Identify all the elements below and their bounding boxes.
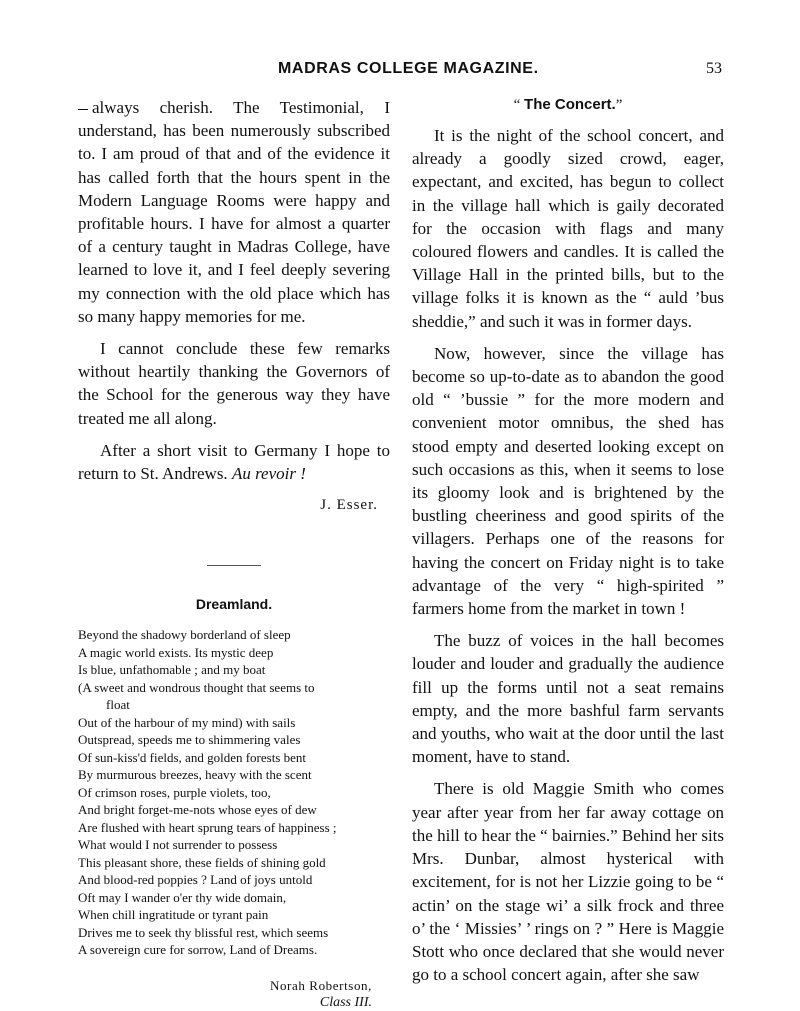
poem-line: By murmurous breezes, heavy with the scent [78,767,312,783]
poem-line: Outspread, speeds me to shimmering vales [78,732,301,748]
article-paragraph: The buzz of voices in the hall becomes louder and louder and gradually the audience fill up the forms until not a seat remains empty, and the more bashful farm servants and youths, who wait at the door until the last moment, have to stand. [412,631,724,767]
continuation-dash [78,109,88,110]
poem-line: Of sun-kiss'd fields, and golden forests bent [78,749,307,765]
running-header [0,60,800,84]
poem-line: And bright forget-me-nots whose eyes of dew [78,802,317,818]
article-paragraph: There is old Maggie Smith who comes year after year from her far away cottage on the hill to hear the “ bairnies.” Behind her sits Mrs. Dunbar, almost hysterical with excitement, for is not her Lizzie going to be “ actin’ on the stage wi’ a silk frock and three o’ the ‘ Missies’ ’ rings on ? ” Here is Maggie Stott who once declared that she would never go to a school concert again, after she saw [412,779,724,985]
poem-line: float [106,697,130,713]
letter-continuation [78,96,390,514]
poem-title: Dreamland. [195,596,273,613]
poem-line: Oft may I wander o'er thy wide domain, [78,889,287,905]
poem-author-class: Class III. [319,994,372,1010]
poem-line: Is blue, unfathomable ; and my boat [78,662,266,678]
magazine-title: MADRAS COLLEGE MAGAZINE. [278,60,539,77]
poem-line: A sovereign cure for sorrow, Land of Dreams. [78,942,318,958]
letter-closing: After a short visit to Germany I hope to return to St. Andrews. Au revoir ! [78,440,390,484]
letter-paragraph: I cannot conclude these few remarks without heartily thanking the Governors of the School for the generous way they have treated me all along. [78,339,390,428]
left-column [78,96,390,1011]
poem-line: Drives me to seek thy blissful rest, which seems [78,924,329,940]
letter-paragraph: always cherish. The Testimonial, I understand, has been numerously subscribed to. I am proud of that and of the evidence it has called forth that the hours spent in the Modern Language Rooms were happy and profitable hours. I have for almost a quarter of a century taught in Madras College, have learned to love it, and I feel deeply severing my connection with the old place which has so many happy memories for me. [78,98,390,326]
section-divider [207,565,261,566]
poem-line: A magic world exists. Its mystic deep [78,644,274,660]
article-title: “ The Concert.” [513,96,623,113]
poem-line: Of crimson roses, purple violets, too, [78,784,271,800]
right-column [412,96,724,986]
article-paragraph: It is the night of the school concert, and already a goodly sized crowd, eager, expectant, and excited, has begun to collect in the village hall which is gaily decorated for the occasion with flags and many coloured flowers and candles. It is called the Village Hall in the printed bills, but to the village folks it is known as the “ auld ’bus sheddie,” and such it was in former days. [412,126,724,331]
poem-line: When chill ingratitude or tyrant pain [78,907,269,923]
poem-author: Norah Robertson, [269,977,372,993]
au-revoir: Au revoir ! [231,464,306,484]
poem-line: Out of the harbour of my mind) with sails [78,714,296,730]
article-body [412,124,724,986]
article-paragraph: Now, however, since the village has become so up-to-date as to abandon the good old “ ’bussie ” for the more modern and convenient motor omnibus, the shed has stood empty and deserted looking except on such occasions as this, when it seems to lose its gloomy look and is brightened by the bustling cheeriness and good spirits of the villagers. Perhaps one of the reasons for having the concert on Friday night is to take advantage of the very “ high-spirited ” farmers home from the market in town ! [412,343,724,619]
poem [78,596,390,1011]
poem-line: This pleasant shore, these fields of shining gold [78,854,326,870]
page-number: 53 [706,60,722,77]
poem-line: And blood-red poppies ? Land of joys untold [78,872,313,888]
poem-line: What would I not surrender to possess [78,837,278,853]
poem-line: (A sweet and wondrous thought that seems to [78,679,315,695]
letter-signature: J. Esser. [320,497,378,514]
poem-line: Are flushed with heart sprung tears of happiness ; [78,819,337,835]
poem-line: Beyond the shadowy borderland of sleep [78,627,291,643]
